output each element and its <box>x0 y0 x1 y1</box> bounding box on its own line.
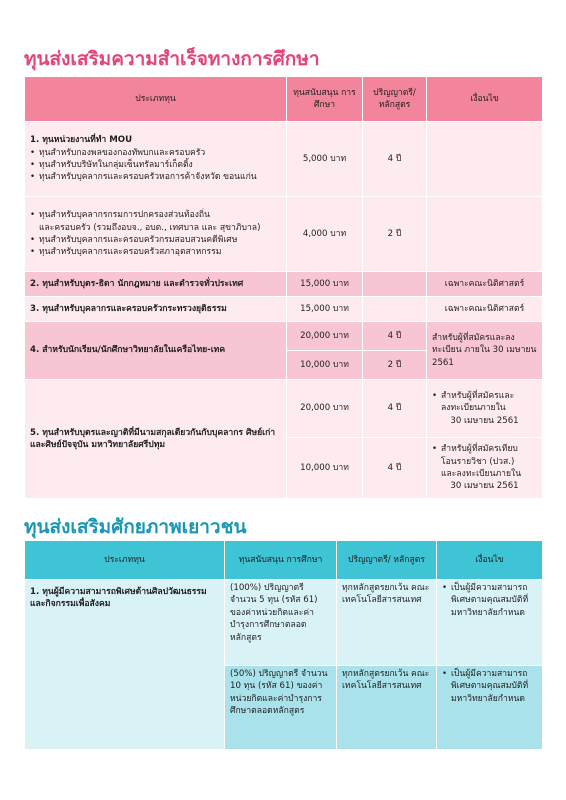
amount-cell: 5,000 บาท <box>287 122 363 197</box>
type-cell: 4. สำหรับนักเรียน/นักศึกษาวิทยาลัยในเครือไทย-เทค <box>25 322 287 380</box>
type-cell: 5. ทุนสำหรับบุตรและญาติที่มีนามสกุลเดียวกันกับบุคลากร ศิษย์เก่าและศิษย์ปัจจุบัน มหาวิทยาลัยศรีปทุม <box>25 380 287 499</box>
type-cell: 1. ทุนผู้มีความสามารถพิเศษด้านศิลปวัฒนธรรมและกิจกรรมเพื่อสังคม <box>25 580 225 750</box>
header-amount: ทุนสนับสนุน การศึกษา <box>225 541 337 580</box>
amount-cell: 4,000 บาท <box>287 197 363 272</box>
header-degree: ปริญญาตรี/ หลักสูตร <box>337 541 437 580</box>
years-cell: 2 ปี <box>363 351 427 380</box>
mou-group-b <box>25 197 287 272</box>
years-cell: 2 ปี <box>363 197 427 272</box>
years-cell <box>363 297 427 322</box>
degree-cell: ทุกหลักสูตรยกเว้น คณะเทคโนโลยีสารสนเทศ <box>337 666 437 750</box>
amount-cell: (100%) ปริญญาตรี จำนวน 5 ทุน (รหัส 61) ของค่าหน่วยกิตและค่าบำรุงการศึกษาตลอดหลักสูตร <box>225 580 337 666</box>
list-item-continued: และครอบครัว (รวมถึงอบจ., อบต., เทศบาล และ สุขาภิบาล) <box>39 222 261 233</box>
table-row <box>25 297 543 322</box>
years-cell: 4 ปี <box>363 322 427 351</box>
condition-item-continued: ลงทะเบียนภายใน <box>441 403 506 414</box>
years-cell <box>363 272 427 297</box>
amount-cell: 20,000 บาท <box>287 322 363 351</box>
years-cell: 4 ปี <box>363 438 427 499</box>
conditions-cell <box>427 438 543 499</box>
conditions-cell <box>427 380 543 438</box>
table-row <box>25 580 543 666</box>
condition-item-continued: โอนรายวิชา (ปวส.) <box>441 456 515 467</box>
conditions-cell <box>427 197 543 272</box>
table-row <box>25 272 543 297</box>
scholarship-section-title: ทุนส่งเสริมความสำเร็จทางการศึกษา <box>24 48 320 70</box>
years-cell: 4 ปี <box>363 122 427 197</box>
header-degree: ปริญญาตรี/ หลักสูตร <box>363 77 427 122</box>
mou-group-a <box>25 122 287 197</box>
condition-item: • สำหรับผู้ที่สมัครเทียบ <box>432 443 537 455</box>
header-amount: ทุนสนับสนุน การศึกษา <box>287 77 363 122</box>
condition-item-continued: และลงทะเบียนภายใน <box>441 469 522 479</box>
mou-group-title: 1. ทุนหน่วยงานที่ทำ MOU <box>30 135 133 146</box>
conditions-cell: สำหรับผู้ที่สมัครและลงทะเบียน ภายใน 30 เมษายน 2561 <box>427 322 543 380</box>
table-row <box>25 380 543 438</box>
table-row <box>25 122 543 197</box>
list-item: • ทุนสำหรับบุคลากรและครอบครัวกรมสอบสวนคดีพิเศษ <box>30 234 281 246</box>
type-cell: 3. ทุนสำหรับบุคลากรและครอบครัวกระทรวงยุติธรรม <box>25 297 287 322</box>
table-row <box>25 197 543 272</box>
conditions-cell <box>427 122 543 197</box>
youth-scholarship-table <box>24 540 543 750</box>
type-cell: 2. ทุนสำหรับบุตร-ธิดา นักกฎหมาย และตำรวจทั่วประเทศ <box>25 272 287 297</box>
list-item: • ทุนสำหรับบุคลากรกรมการปกครองส่วนท้องถิ่น <box>30 209 281 221</box>
achievement-scholarship-table <box>24 76 543 499</box>
condition-item: • เป็นผู้มีความสามารถพิเศษตามคุณสมบัติที่มหาวิทยาลัยกำหนด <box>442 582 537 619</box>
condition-item-continued: 30 เมษายน 2561 <box>450 415 519 426</box>
amount-cell: 10,000 บาท <box>287 438 363 499</box>
header-conditions: เงื่อนไข <box>427 77 543 122</box>
conditions-cell <box>437 666 543 750</box>
list-item: • ทุนสำหรับบุคลากรและครอบครัวสภาอุตสาหกรรม <box>30 246 281 258</box>
list-item: • ทุนสำหรับบุคลากรและครอบครัวหอการค้าจังหวัด ขอนแก่น <box>30 171 281 183</box>
condition-item: • สำหรับผู้ที่สมัครและ <box>432 390 537 402</box>
conditions-cell: เฉพาะคณะนิติศาสตร์ <box>427 272 543 297</box>
header-type: ประเภททุน <box>25 541 225 580</box>
list-item: • ทุนสำหรับบริษัทในกลุ่มเซ็นทรัลมาร์เก็ตติ้ง <box>30 159 281 171</box>
youth-section-title: ทุนส่งเสริมศักยภาพเยาวชน <box>24 516 247 538</box>
condition-item-continued: 30 เมษายน 2561 <box>450 481 519 492</box>
years-cell: 4 ปี <box>363 380 427 438</box>
header-conditions: เงื่อนไข <box>437 541 543 580</box>
amount-cell: 20,000 บาท <box>287 380 363 438</box>
list-item: • ทุนสำหรับกองพลของกองทัพบกและครอบครัว <box>30 147 281 159</box>
amount-cell: 15,000 บาท <box>287 272 363 297</box>
table-row <box>25 322 543 351</box>
table-header-row <box>25 77 543 122</box>
condition-item: • เป็นผู้มีความสามารถพิเศษตามคุณสมบัติที่มหาวิทยาลัยกำหนด <box>442 668 537 705</box>
conditions-cell: เฉพาะคณะนิติศาสตร์ <box>427 297 543 322</box>
amount-cell: (50%) ปริญญาตรี จำนวน 10 ทุน (รหัส 61) ของค่าหน่วยกิตและค่าบำรุงการศึกษาตลอดหลักสูตร <box>225 666 337 750</box>
header-type: ประเภททุน <box>25 77 287 122</box>
degree-cell: ทุกหลักสูตรยกเว้น คณะเทคโนโลยีสารสนเทศ <box>337 580 437 666</box>
table-header-row <box>25 541 543 580</box>
conditions-cell <box>437 580 543 666</box>
amount-cell: 15,000 บาท <box>287 297 363 322</box>
amount-cell: 10,000 บาท <box>287 351 363 380</box>
